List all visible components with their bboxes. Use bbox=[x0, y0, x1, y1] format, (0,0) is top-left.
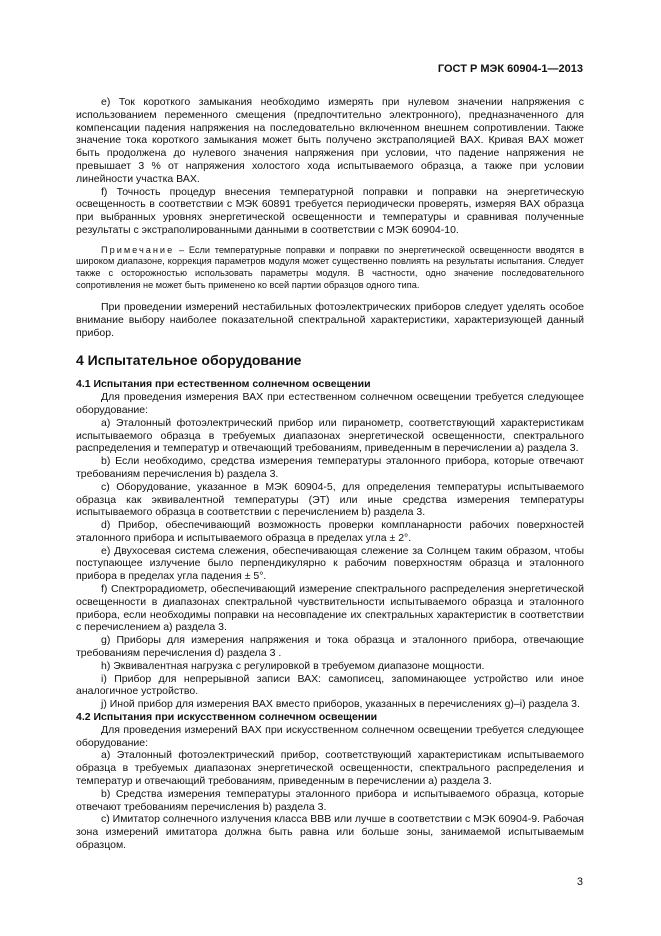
document-body bbox=[76, 96, 584, 852]
list-item: h) Эквивалентная нагрузка с регулировкой в требуемом диапазоне мощности. bbox=[101, 659, 485, 672]
paragraph: Для проведения измерений ВАХ при искусственном солнечном освещении требуется следующее оборудование: bbox=[76, 723, 584, 749]
list-item: i) Прибор для непрерывной записи ВАХ: самописец, запоминающее устройство или иное аналогичное устройство. bbox=[76, 672, 584, 698]
list-item: b) Если необходимо, средства измерения температуры эталонного прибора, которые отвечают требованиям перечисления b) раздела 3. bbox=[76, 455, 584, 480]
list-item: g) Приборы для измерения напряжения и тока образца и эталонного прибора, отвечающие требованиям перечисления d) раздела 3 . bbox=[76, 634, 584, 660]
list-item: f) Спектрорадиометр, обеспечивающий измерение спектрального распределения энергетической освещенности в диапазонах спектральной чувствительности испытываемого образца и эталонного прибора, если необходимы поправки на несовпадение их спектральных характеристик в соответствии с перечислением a) раздела 3. bbox=[76, 583, 584, 634]
section-heading: 4 Испытательное оборудование bbox=[76, 351, 302, 368]
note-text: – Если температурные поправки и поправки по энергетической освещенности вводятся в широком диапазоне, коррекция параметров модуля может существенно повлиять на результаты испытания. Следует также с осторожностью использовать параметры модуля. В частности, одно значение последовательного сопротивления не может быть применено ко всей партии образцов одного типа. bbox=[76, 244, 584, 290]
list-item: a) Эталонный фотоэлектрический прибор или пиранометр, соответствующий характеристикам испытываемого образца в требуемых диапазонах энергетической освещенности, спектрального распределения и температур и отвечающий требованиям, приведенным в перечислении a) раздела 3. bbox=[76, 416, 584, 455]
document-header: ГОСТ Р МЭК 60904-1—2013 bbox=[437, 63, 583, 75]
paragraph: При проведении измерений нестабильных фотоэлектрических приборов следует уделять особое внимание выбору наиболее показательной спектральной характеристики, характеризующей данный прибор. bbox=[76, 301, 584, 339]
list-item: e) Двухосевая система слежения, обеспечивающая слежение за Солнцем таким образом, чтобы поступающее излучение было перпендикулярно к рабочим поверхностям образца и эталонного прибора в пределах угла падения ± 5°. bbox=[76, 544, 584, 583]
list-item: c) Имитатор солнечного излучения класса ВВВ или лучше в соответствии с МЭК 60904-9. Рабочая зона измерений имитатора должна быть равна или больше зоны, занимаемой испытываемым образцом. bbox=[76, 813, 584, 852]
page-number: 3 bbox=[576, 876, 583, 888]
paragraph: e) Ток короткого замыкания необходимо измерять при нулевом значении напряжения с использованием переменного смещения (предпочтительно электронного), предназначенного для компенсации падения напряжения на последовательно включенном внешнем сопротивлении. Также значение тока короткого замыкания может быть получено экстраполяцией ВАХ. Кривая ВАХ может быть продолжена до нулевого значения напряжения при условии, что падение напряжения не превышает 3 % от напряжения холостого хода испытываемого образца, а также при условии линейности участка ВАХ. bbox=[76, 96, 584, 185]
note bbox=[76, 245, 584, 291]
list-item: j) Иной прибор для измерения ВАХ вместо приборов, указанных в перечислениях g)–i) раздела 3. bbox=[101, 698, 580, 711]
list-item: c) Оборудование, указанное в МЭК 60904-5, для определения температуры испытываемого образца как эквивалентной температуры (ЭТ) или иные средства измерения температуры испытываемого образца в соответствии с перечислением b) раздела 3. bbox=[76, 480, 584, 519]
list-item: d) Прибор, обеспечивающий возможность проверки компланарности рабочих поверхностей эталонного прибора и испытываемого образца в пределах угла ± 2°. bbox=[76, 519, 584, 544]
paragraph: f) Точность процедур внесения температурной поправки и поправки на энергетическую освещенность в соответствии с МЭК 60891 требуется периодически проверять, измеряя ВАХ образца при выбранных уровнях энергетической освещенности и температуры и сравнивая полученные результаты с экстраполированными данными в соответствии с МЭК 60904-10. bbox=[76, 185, 584, 236]
list-item: b) Средства измерения температуры эталонного прибора и испытываемого образца, которые отвечают требованиям перечисления b) раздела 3. bbox=[76, 787, 584, 813]
subsection-heading: 4.1 Испытания при естественном солнечном освещении bbox=[76, 378, 371, 391]
subsection-heading: 4.2 Испытания при искусственном солнечном освещении bbox=[76, 711, 378, 724]
paragraph: Для проведения измерения ВАХ при естественном солнечном освещении требуется следующее оборудование: bbox=[76, 391, 584, 416]
note-label: Примечание bbox=[101, 244, 175, 255]
list-item: a) Эталонный фотоэлектрический прибор, соответствующий характеристикам испытываемого образца в требуемых диапазонах энергетической освещенности, спектрального распределения и температур и отвечающий требованиям, приведенным в перечислении a) раздела 3. bbox=[76, 749, 584, 788]
